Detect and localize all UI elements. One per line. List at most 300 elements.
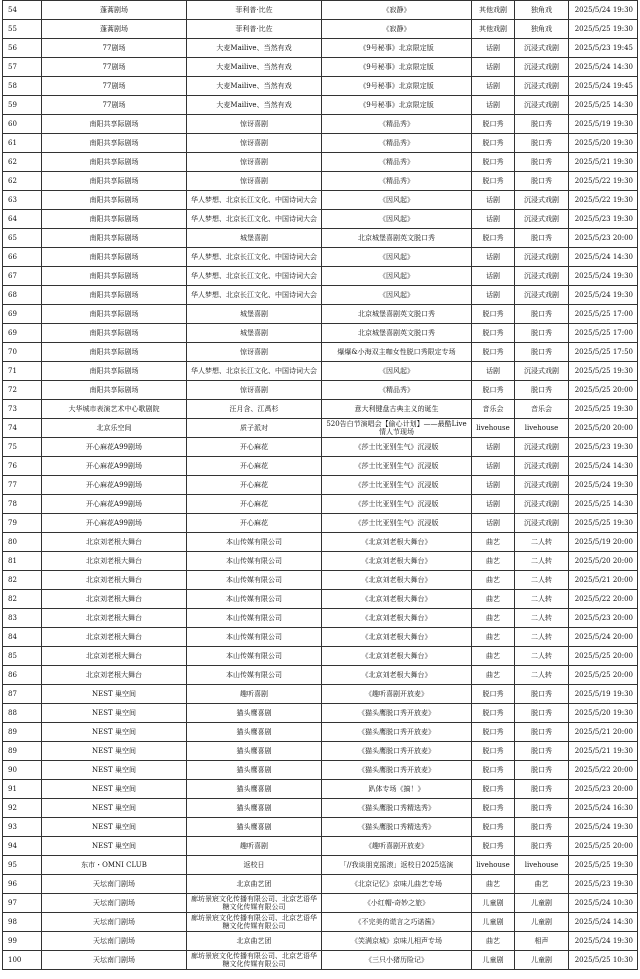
organizer-cell: 本山传媒有限公司 xyxy=(187,628,322,647)
venue-cell: 开心麻花A99剧场 xyxy=(42,495,187,514)
venue-cell: 南阳共享际剧场 xyxy=(42,229,187,248)
table-row xyxy=(3,229,638,248)
show-time-cell: 2025/5/23 19:45 xyxy=(569,39,638,58)
organizer-cell: 惊讶喜剧 xyxy=(187,172,322,191)
show-time-cell: 2025/5/21 20:00 xyxy=(569,723,638,742)
subcategory-cell: 相声 xyxy=(515,932,569,951)
organizer-cell: 大麦Mailive、当然有戏 xyxy=(187,77,322,96)
table-row xyxy=(3,666,638,685)
venue-cell: NEST 巢空间 xyxy=(42,761,187,780)
organizer-cell: 华人梦想、北京长江文化、中国诗词大会 xyxy=(187,248,322,267)
organizer-cell: 惊讶喜剧 xyxy=(187,115,322,134)
row-index-cell: 74 xyxy=(3,419,42,438)
show-title-cell: 《因风起》 xyxy=(322,286,472,305)
show-title-cell: 爆爆&小海双主咖女性脱口秀限定专场 xyxy=(322,343,472,362)
organizer-cell: 华人梦想、北京长江文化、中国诗词大会 xyxy=(187,267,322,286)
row-index-cell: 88 xyxy=(3,704,42,723)
subcategory-cell: 脱口秀 xyxy=(515,305,569,324)
table-row xyxy=(3,609,638,628)
table-row xyxy=(3,343,638,362)
show-title-cell: 520告白节演唱会【偷心计划】——最酷Live情人节现场 xyxy=(322,419,472,438)
table-row xyxy=(3,381,638,400)
venue-cell: 蓬蒿剧场 xyxy=(42,20,187,39)
show-title-cell: 《9号秘事》北京限定版 xyxy=(322,39,472,58)
row-index-cell: 64 xyxy=(3,210,42,229)
venue-cell: 大华城市表演艺术中心歌剧院 xyxy=(42,400,187,419)
organizer-cell: 本山传媒有限公司 xyxy=(187,666,322,685)
organizer-cell: 质子派对 xyxy=(187,419,322,438)
subcategory-cell: 脱口秀 xyxy=(515,723,569,742)
subcategory-cell: 音乐会 xyxy=(515,400,569,419)
venue-cell: NEST 巢空间 xyxy=(42,742,187,761)
show-time-cell: 2025/5/25 20:00 xyxy=(569,647,638,666)
category-cell: livehouse xyxy=(472,419,515,438)
row-index-cell: 99 xyxy=(3,932,42,951)
venue-cell: NEST 巢空间 xyxy=(42,799,187,818)
table-row xyxy=(3,476,638,495)
subcategory-cell: 沉浸式戏剧 xyxy=(515,210,569,229)
table-row xyxy=(3,248,638,267)
row-index-cell: 73 xyxy=(3,400,42,419)
show-title-cell: 《莎士比亚别生气》沉浸版 xyxy=(322,438,472,457)
category-cell: 话剧 xyxy=(472,191,515,210)
organizer-cell: 北京曲艺团 xyxy=(187,932,322,951)
venue-cell: 东市・OMNI CLUB xyxy=(42,856,187,875)
show-title-cell: 《9号秘事》北京限定版 xyxy=(322,96,472,115)
table-row xyxy=(3,780,638,799)
organizer-cell: 廊坊景宸文化传播有限公司、北京艺语华糖文化传媒有限公司 xyxy=(187,951,322,970)
subcategory-cell: 二人转 xyxy=(515,647,569,666)
subcategory-cell: 二人转 xyxy=(515,533,569,552)
row-index-cell: 87 xyxy=(3,685,42,704)
row-index-cell: 81 xyxy=(3,552,42,571)
category-cell: 话剧 xyxy=(472,96,515,115)
category-cell: 曲艺 xyxy=(472,628,515,647)
show-title-cell: 《北京刘老根大舞台》 xyxy=(322,666,472,685)
category-cell: 脱口秀 xyxy=(472,704,515,723)
venue-cell: 天坛南门剧场 xyxy=(42,913,187,932)
organizer-cell: 猫头鹰喜剧 xyxy=(187,799,322,818)
show-time-cell: 2025/5/24 14:30 xyxy=(569,58,638,77)
organizer-cell: 猫头鹰喜剧 xyxy=(187,761,322,780)
row-index-cell: 69 xyxy=(3,324,42,343)
subcategory-cell: 沉浸式戏剧 xyxy=(515,514,569,533)
schedule-rows xyxy=(3,1,638,970)
venue-cell: 蓬蒿剧场 xyxy=(42,1,187,20)
subcategory-cell: 沉浸式戏剧 xyxy=(515,58,569,77)
venue-cell: NEST 巢空间 xyxy=(42,780,187,799)
organizer-cell: 开心麻花 xyxy=(187,476,322,495)
show-time-cell: 2025/5/24 10:30 xyxy=(569,894,638,913)
table-row xyxy=(3,1,638,20)
show-time-cell: 2025/5/19 20:00 xyxy=(569,533,638,552)
row-index-cell: 63 xyxy=(3,191,42,210)
category-cell: 曲艺 xyxy=(472,590,515,609)
category-cell: 曲艺 xyxy=(472,875,515,894)
show-time-cell: 2025/5/25 14:30 xyxy=(569,96,638,115)
subcategory-cell: 沉浸式戏剧 xyxy=(515,96,569,115)
show-time-cell: 2025/5/24 19:30 xyxy=(569,267,638,286)
row-index-cell: 89 xyxy=(3,723,42,742)
category-cell: 音乐会 xyxy=(472,400,515,419)
show-title-cell: 《9号秘事》北京限定版 xyxy=(322,58,472,77)
row-index-cell: 80 xyxy=(3,533,42,552)
show-time-cell: 2025/5/23 19:30 xyxy=(569,210,638,229)
row-index-cell: 90 xyxy=(3,761,42,780)
venue-cell: 天坛南门剧场 xyxy=(42,875,187,894)
category-cell: 脱口秀 xyxy=(472,742,515,761)
category-cell: 儿童剧 xyxy=(472,894,515,913)
row-index-cell: 55 xyxy=(3,20,42,39)
table-row xyxy=(3,723,638,742)
venue-cell: 南阳共享际剧场 xyxy=(42,343,187,362)
row-index-cell: 91 xyxy=(3,780,42,799)
table-row xyxy=(3,932,638,951)
show-time-cell: 2025/5/20 19:30 xyxy=(569,704,638,723)
show-title-cell: 《猫头鹰脱口秀精选秀》 xyxy=(322,799,472,818)
table-row xyxy=(3,856,638,875)
row-index-cell: 77 xyxy=(3,476,42,495)
show-title-cell: 《因风起》 xyxy=(322,362,472,381)
organizer-cell: 本山传媒有限公司 xyxy=(187,590,322,609)
venue-cell: NEST 巢空间 xyxy=(42,704,187,723)
show-time-cell: 2025/5/22 19:30 xyxy=(569,172,638,191)
category-cell: 脱口秀 xyxy=(472,153,515,172)
show-title-cell: 《北京刘老根大舞台》 xyxy=(322,590,472,609)
subcategory-cell: 脱口秀 xyxy=(515,761,569,780)
organizer-cell: 华人梦想、北京长江文化、中国诗词大会 xyxy=(187,191,322,210)
venue-cell: 北京刘老根大舞台 xyxy=(42,533,187,552)
show-title-cell: 《精品秀》 xyxy=(322,134,472,153)
show-title-cell: 《精品秀》 xyxy=(322,381,472,400)
show-title-cell: 《三只小猪历险记》 xyxy=(322,951,472,970)
table-row xyxy=(3,799,638,818)
show-title-cell: 《北京刘老根大舞台》 xyxy=(322,647,472,666)
show-title-cell: 《猫头鹰脱口秀开放麦》 xyxy=(322,723,472,742)
show-time-cell: 2025/5/25 20:00 xyxy=(569,666,638,685)
venue-cell: 南阳共享际剧场 xyxy=(42,324,187,343)
category-cell: 曲艺 xyxy=(472,609,515,628)
venue-cell: 77剧场 xyxy=(42,58,187,77)
table-row xyxy=(3,837,638,856)
category-cell: 话剧 xyxy=(472,286,515,305)
subcategory-cell: livehouse xyxy=(515,856,569,875)
row-index-cell: 70 xyxy=(3,343,42,362)
organizer-cell: 开心麻花 xyxy=(187,438,322,457)
show-time-cell: 2025/5/25 20:00 xyxy=(569,381,638,400)
venue-cell: 南阳共享际剧场 xyxy=(42,248,187,267)
subcategory-cell: 二人转 xyxy=(515,552,569,571)
table-row xyxy=(3,153,638,172)
category-cell: 话剧 xyxy=(472,248,515,267)
organizer-cell: 趣听喜剧 xyxy=(187,685,322,704)
row-index-cell: 58 xyxy=(3,77,42,96)
show-time-cell: 2025/5/19 19:30 xyxy=(569,115,638,134)
category-cell: 曲艺 xyxy=(472,571,515,590)
category-cell: 话剧 xyxy=(472,210,515,229)
organizer-cell: 猫头鹰喜剧 xyxy=(187,742,322,761)
row-index-cell: 61 xyxy=(3,134,42,153)
organizer-cell: 惊讶喜剧 xyxy=(187,134,322,153)
show-title-cell: 《猫头鹰脱口秀开放麦》 xyxy=(322,742,472,761)
table-row xyxy=(3,96,638,115)
table-row xyxy=(3,913,638,932)
subcategory-cell: 沉浸式戏剧 xyxy=(515,286,569,305)
category-cell: 话剧 xyxy=(472,495,515,514)
subcategory-cell: 沉浸式戏剧 xyxy=(515,362,569,381)
show-title-cell: 北京城堡喜剧英文脱口秀 xyxy=(322,305,472,324)
show-title-cell: 《精品秀》 xyxy=(322,153,472,172)
show-time-cell: 2025/5/23 20:00 xyxy=(569,609,638,628)
category-cell: 脱口秀 xyxy=(472,799,515,818)
subcategory-cell: 二人转 xyxy=(515,571,569,590)
organizer-cell: 汪月含、江禹杉 xyxy=(187,400,322,419)
category-cell: 其他戏剧 xyxy=(472,20,515,39)
row-index-cell: 95 xyxy=(3,856,42,875)
organizer-cell: 本山传媒有限公司 xyxy=(187,571,322,590)
category-cell: 话剧 xyxy=(472,362,515,381)
show-title-cell: 《莎士比亚别生气》沉浸版 xyxy=(322,457,472,476)
show-time-cell: 2025/5/20 20:00 xyxy=(569,419,638,438)
venue-cell: 南阳共享际剧场 xyxy=(42,362,187,381)
show-title-cell: 《北京刘老根大舞台》 xyxy=(322,552,472,571)
category-cell: 曲艺 xyxy=(472,932,515,951)
category-cell: 曲艺 xyxy=(472,533,515,552)
subcategory-cell: 脱口秀 xyxy=(515,685,569,704)
show-title-cell: 意大利键盘古典主义的诞生 xyxy=(322,400,472,419)
category-cell: 曲艺 xyxy=(472,666,515,685)
show-title-cell: 《北京刘老根大舞台》 xyxy=(322,533,472,552)
category-cell: 脱口秀 xyxy=(472,324,515,343)
row-index-cell: 97 xyxy=(3,894,42,913)
show-time-cell: 2025/5/24 19:30 xyxy=(569,818,638,837)
show-time-cell: 2025/5/25 19:30 xyxy=(569,400,638,419)
show-time-cell: 2025/5/24 14:30 xyxy=(569,248,638,267)
row-index-cell: 82 xyxy=(3,571,42,590)
table-row xyxy=(3,172,638,191)
organizer-cell: 本山传媒有限公司 xyxy=(187,533,322,552)
table-row xyxy=(3,210,638,229)
subcategory-cell: 曲艺 xyxy=(515,875,569,894)
show-title-cell: 《莎士比亚别生气》沉浸版 xyxy=(322,514,472,533)
category-cell: 脱口秀 xyxy=(472,818,515,837)
subcategory-cell: 脱口秀 xyxy=(515,381,569,400)
venue-cell: 开心麻花A99剧场 xyxy=(42,438,187,457)
show-time-cell: 2025/5/24 19:30 xyxy=(569,932,638,951)
table-row xyxy=(3,951,638,970)
show-title-cell: 「//我谈朋克摇滚」返校日2025巡演 xyxy=(322,856,472,875)
table-row xyxy=(3,818,638,837)
table-row xyxy=(3,514,638,533)
row-index-cell: 85 xyxy=(3,647,42,666)
category-cell: 话剧 xyxy=(472,438,515,457)
venue-cell: 开心麻花A99剧场 xyxy=(42,514,187,533)
subcategory-cell: 脱口秀 xyxy=(515,818,569,837)
venue-cell: 北京刘老根大舞台 xyxy=(42,590,187,609)
table-row xyxy=(3,134,638,153)
show-title-cell: 《不完美的谎言之巧诺酱》 xyxy=(322,913,472,932)
venue-cell: 南阳共享际剧场 xyxy=(42,172,187,191)
show-title-cell: 《因风起》 xyxy=(322,267,472,286)
row-index-cell: 94 xyxy=(3,837,42,856)
venue-cell: 北京刘老根大舞台 xyxy=(42,571,187,590)
subcategory-cell: 沉浸式戏剧 xyxy=(515,267,569,286)
table-row xyxy=(3,704,638,723)
venue-cell: 北京刘老根大舞台 xyxy=(42,628,187,647)
venue-cell: 开心麻花A99剧场 xyxy=(42,457,187,476)
organizer-cell: 廊坊景宸文化传播有限公司、北京艺语华糖文化传媒有限公司 xyxy=(187,913,322,932)
row-index-cell: 67 xyxy=(3,267,42,286)
organizer-cell: 本山传媒有限公司 xyxy=(187,647,322,666)
show-time-cell: 2025/5/23 19:30 xyxy=(569,875,638,894)
subcategory-cell: 脱口秀 xyxy=(515,324,569,343)
show-time-cell: 2025/5/23 19:30 xyxy=(569,438,638,457)
show-time-cell: 2025/5/25 17:00 xyxy=(569,324,638,343)
category-cell: 话剧 xyxy=(472,267,515,286)
venue-cell: NEST 巢空间 xyxy=(42,837,187,856)
show-time-cell: 2025/5/21 19:30 xyxy=(569,153,638,172)
organizer-cell: 猫头鹰喜剧 xyxy=(187,704,322,723)
show-time-cell: 2025/5/23 20:00 xyxy=(569,229,638,248)
show-time-cell: 2025/5/25 19:30 xyxy=(569,362,638,381)
row-index-cell: 57 xyxy=(3,58,42,77)
row-index-cell: 89 xyxy=(3,742,42,761)
subcategory-cell: 脱口秀 xyxy=(515,837,569,856)
show-time-cell: 2025/5/25 19:30 xyxy=(569,856,638,875)
row-index-cell: 93 xyxy=(3,818,42,837)
row-index-cell: 68 xyxy=(3,286,42,305)
table-row xyxy=(3,495,638,514)
show-title-cell: 《北京刘老根大舞台》 xyxy=(322,609,472,628)
row-index-cell: 56 xyxy=(3,39,42,58)
row-index-cell: 72 xyxy=(3,381,42,400)
venue-cell: NEST 巢空间 xyxy=(42,723,187,742)
organizer-cell: 城堡喜剧 xyxy=(187,324,322,343)
category-cell: 脱口秀 xyxy=(472,685,515,704)
show-title-cell: 《笑满京城》京味儿相声专场 xyxy=(322,932,472,951)
show-title-cell: 《猫头鹰脱口秀开放麦》 xyxy=(322,704,472,723)
subcategory-cell: 沉浸式戏剧 xyxy=(515,191,569,210)
row-index-cell: 78 xyxy=(3,495,42,514)
show-time-cell: 2025/5/24 19:30 xyxy=(569,286,638,305)
subcategory-cell: 脱口秀 xyxy=(515,343,569,362)
category-cell: 话剧 xyxy=(472,514,515,533)
organizer-cell: 大麦Mailive、当然有戏 xyxy=(187,39,322,58)
table-row xyxy=(3,305,638,324)
venue-cell: 北京刘老根大舞台 xyxy=(42,552,187,571)
table-row xyxy=(3,362,638,381)
row-index-cell: 79 xyxy=(3,514,42,533)
show-time-cell: 2025/5/22 20:00 xyxy=(569,761,638,780)
category-cell: 曲艺 xyxy=(472,552,515,571)
show-title-cell: 《北京记忆》京味儿曲艺专场 xyxy=(322,875,472,894)
subcategory-cell: 沉浸式戏剧 xyxy=(515,457,569,476)
organizer-cell: 北京曲艺团 xyxy=(187,875,322,894)
table-row xyxy=(3,58,638,77)
row-index-cell: 76 xyxy=(3,457,42,476)
organizer-cell: 惊讶喜剧 xyxy=(187,153,322,172)
table-row xyxy=(3,400,638,419)
show-title-cell: 《寂静》 xyxy=(322,20,472,39)
show-title-cell: 《因风起》 xyxy=(322,210,472,229)
table-row xyxy=(3,191,638,210)
category-cell: 脱口秀 xyxy=(472,723,515,742)
show-time-cell: 2025/5/24 19:30 xyxy=(569,476,638,495)
category-cell: 话剧 xyxy=(472,476,515,495)
subcategory-cell: 儿童剧 xyxy=(515,894,569,913)
subcategory-cell: 独角戏 xyxy=(515,20,569,39)
venue-cell: 北京刘老根大舞台 xyxy=(42,609,187,628)
subcategory-cell: 脱口秀 xyxy=(515,704,569,723)
table-row xyxy=(3,324,638,343)
venue-cell: 南阳共享际剧场 xyxy=(42,286,187,305)
show-time-cell: 2025/5/24 14:30 xyxy=(569,457,638,476)
subcategory-cell: 沉浸式戏剧 xyxy=(515,476,569,495)
table-row xyxy=(3,419,638,438)
category-cell: livehouse xyxy=(472,856,515,875)
subcategory-cell: 脱口秀 xyxy=(515,172,569,191)
show-title-cell: 《精品秀》 xyxy=(322,172,472,191)
show-time-cell: 2025/5/23 20:00 xyxy=(569,780,638,799)
subcategory-cell: 沉浸式戏剧 xyxy=(515,248,569,267)
table-row xyxy=(3,875,638,894)
venue-cell: NEST 巢空间 xyxy=(42,818,187,837)
category-cell: 脱口秀 xyxy=(472,115,515,134)
table-row xyxy=(3,115,638,134)
organizer-cell: 本山传媒有限公司 xyxy=(187,609,322,628)
category-cell: 脱口秀 xyxy=(472,761,515,780)
row-index-cell: 84 xyxy=(3,628,42,647)
category-cell: 话剧 xyxy=(472,77,515,96)
row-index-cell: 65 xyxy=(3,229,42,248)
show-title-cell: 《猫头鹰脱口秀开放麦》 xyxy=(322,761,472,780)
venue-cell: 开心麻花A99剧场 xyxy=(42,476,187,495)
organizer-cell: 惊讶喜剧 xyxy=(187,343,322,362)
organizer-cell: 本山传媒有限公司 xyxy=(187,552,322,571)
subcategory-cell: livehouse xyxy=(515,419,569,438)
table-row xyxy=(3,742,638,761)
venue-cell: 南阳共享际剧场 xyxy=(42,115,187,134)
show-title-cell: 《精品秀》 xyxy=(322,115,472,134)
table-row xyxy=(3,894,638,913)
show-time-cell: 2025/5/25 19:30 xyxy=(569,514,638,533)
row-index-cell: 83 xyxy=(3,609,42,628)
venue-cell: 南阳共享际剧场 xyxy=(42,134,187,153)
organizer-cell: 菲利普·比佐 xyxy=(187,20,322,39)
table-row xyxy=(3,457,638,476)
show-title-cell: 北京城堡喜剧英文脱口秀 xyxy=(322,229,472,248)
row-index-cell: 92 xyxy=(3,799,42,818)
show-title-cell: 《莎士比亚别生气》沉浸版 xyxy=(322,495,472,514)
venue-cell: 天坛南门剧场 xyxy=(42,932,187,951)
venue-cell: 南阳共享际剧场 xyxy=(42,305,187,324)
row-index-cell: 62 xyxy=(3,153,42,172)
show-time-cell: 2025/5/21 20:00 xyxy=(569,571,638,590)
category-cell: 脱口秀 xyxy=(472,305,515,324)
venue-cell: 南阳共享际剧场 xyxy=(42,381,187,400)
venue-cell: 北京刘老根大舞台 xyxy=(42,647,187,666)
row-index-cell: 60 xyxy=(3,115,42,134)
row-index-cell: 98 xyxy=(3,913,42,932)
subcategory-cell: 脱口秀 xyxy=(515,153,569,172)
table-row xyxy=(3,286,638,305)
show-time-cell: 2025/5/19 19:30 xyxy=(569,685,638,704)
venue-cell: 南阳共享际剧场 xyxy=(42,267,187,286)
category-cell: 曲艺 xyxy=(472,647,515,666)
show-title-cell: 《趣听喜剧开放麦》 xyxy=(322,685,472,704)
show-title-cell: 《莎士比亚别生气》沉浸版 xyxy=(322,476,472,495)
show-title-cell: 北京城堡喜剧英文脱口秀 xyxy=(322,324,472,343)
